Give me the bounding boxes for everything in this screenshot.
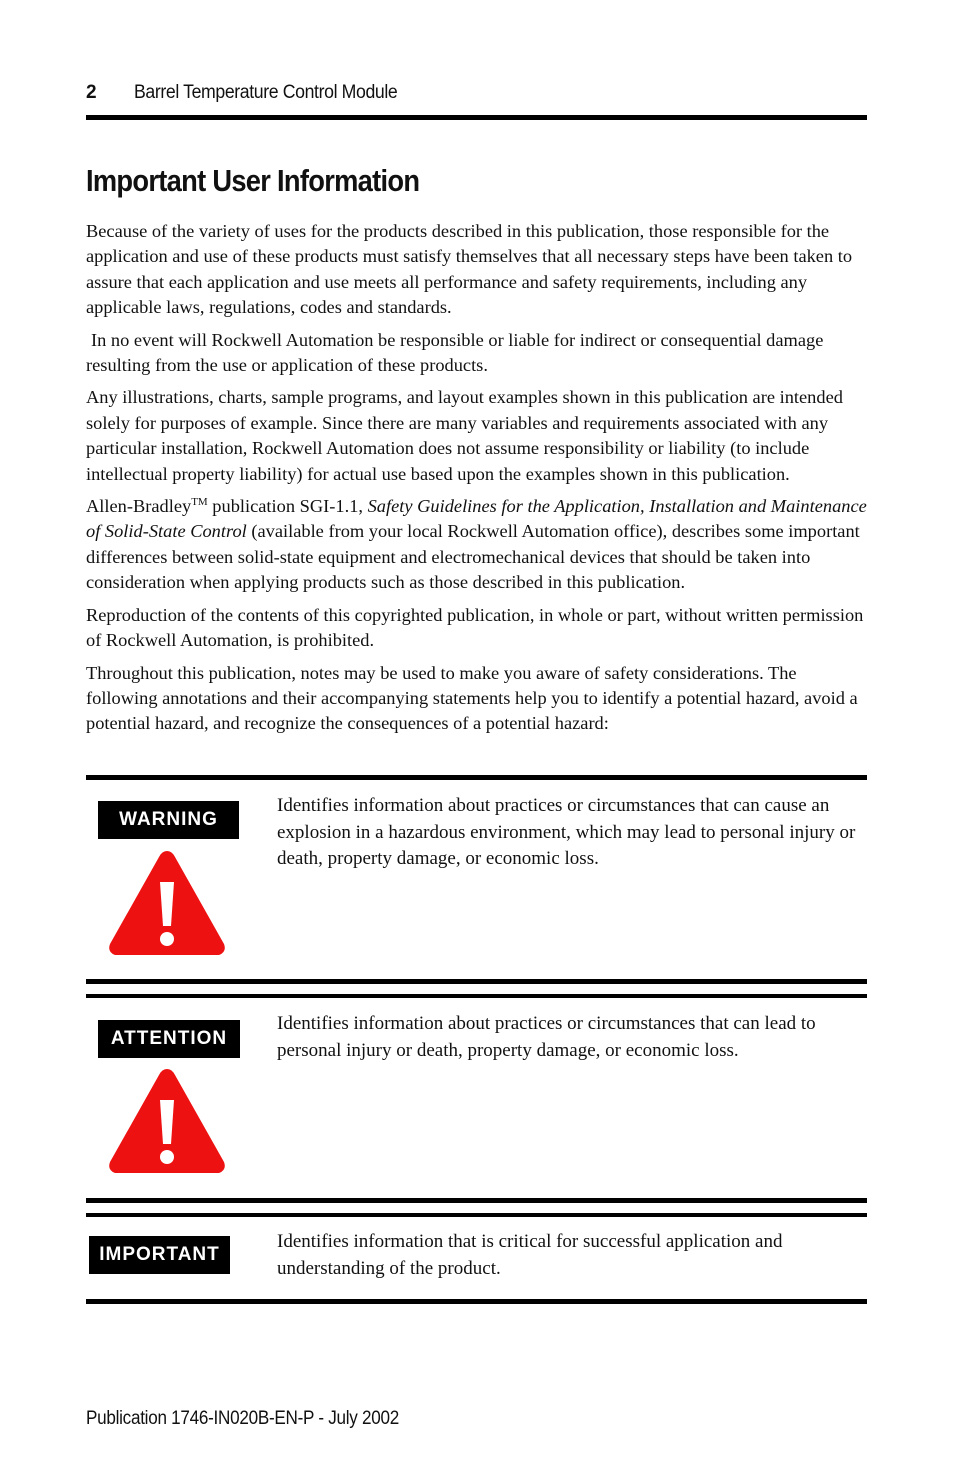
notice-bottom-rule xyxy=(86,979,867,984)
exclamation-triangle-icon xyxy=(107,848,227,958)
header-rule xyxy=(86,115,867,120)
trademark-symbol: TM xyxy=(191,496,208,509)
attention-notice xyxy=(86,994,867,1208)
notice-bottom-rule xyxy=(86,1198,867,1203)
publication-reference: publication SGI-1.1, xyxy=(207,496,368,517)
notice-top-rule xyxy=(86,775,867,780)
publication-footer: Publication 1746-IN020B-EN-P - July 2002 xyxy=(86,1408,400,1429)
attention-label: ATTENTION xyxy=(98,1020,240,1058)
paragraph-reproduction: Reproduction of the contents of this copyrighted publication, in whole or part, without written permission of Rockwell Automation, is prohibited. xyxy=(86,604,864,651)
notice-top-rule xyxy=(86,1213,867,1217)
page-number: 2 xyxy=(86,82,97,103)
warning-label: WARNING xyxy=(98,801,239,839)
guideline-title: Safety Guidelines for the Application, Installation and Maintenance of Solid-State Control xyxy=(86,496,867,542)
paragraph-variety-of-uses: Because of the variety of uses for the products described in this publication, those responsible for the application and use of these products must satisfy themselves that all necessary steps have been taken to assure that each application and use meets all performance and safety requirements, including any applicable laws, regulations, codes and standards. xyxy=(86,221,853,318)
important-label: IMPORTANT xyxy=(89,1236,230,1274)
paragraph-illustrations: Any illustrations, charts, sample programs, and layout examples shown in this publication are intended solely for purposes of example. Since there are many variables and requirements associated with any particular installation, Rockwell Automation does not assume responsibility or liability (to include intellectual property liability) for actual use based upon the examples shown in this publication. xyxy=(86,387,843,484)
important-text: Identifies information that is critical for successful application and understanding of the product. xyxy=(277,1231,783,1279)
warning-notice xyxy=(86,775,867,989)
brand-name: Allen-Bradley xyxy=(86,496,192,517)
paragraph-liability: In no event will Rockwell Automation be responsible or liable for indirect or consequential damage resulting from the use or application of these products. xyxy=(86,329,824,376)
paragraph-safety-guidelines xyxy=(86,494,871,596)
attention-text: Identifies information about practices or circumstances that can lead to personal injury or death, property damage, or economic loss. xyxy=(277,1013,816,1061)
important-notice xyxy=(86,1213,867,1306)
notice-bottom-rule xyxy=(86,1299,867,1304)
warning-text: Identifies information about practices or circumstances that can cause an explosion in a hazardous environment, which may lead to personal injury or death, property damage, or economic loss. xyxy=(277,795,856,869)
running-title: Barrel Temperature Control Module xyxy=(134,82,398,103)
paragraph-annotations-intro: Throughout this publication, notes may be used to make you aware of safety considerations. The following annotations and their accompanying statements help you to identify a potential hazard, avoid a potential hazard, and recognize the consequences of a potential hazard: xyxy=(86,662,858,734)
guideline-description: (available from your local Rockwell Automation office), describes some important differences between solid-state equipment and electromechanical devices that should be taken into consideration when applying products such as those described in this publication. xyxy=(86,521,860,593)
body-text xyxy=(86,219,871,744)
notice-top-rule xyxy=(86,994,867,998)
exclamation-triangle-icon xyxy=(107,1066,227,1176)
page-title: Important User Information xyxy=(86,163,420,198)
